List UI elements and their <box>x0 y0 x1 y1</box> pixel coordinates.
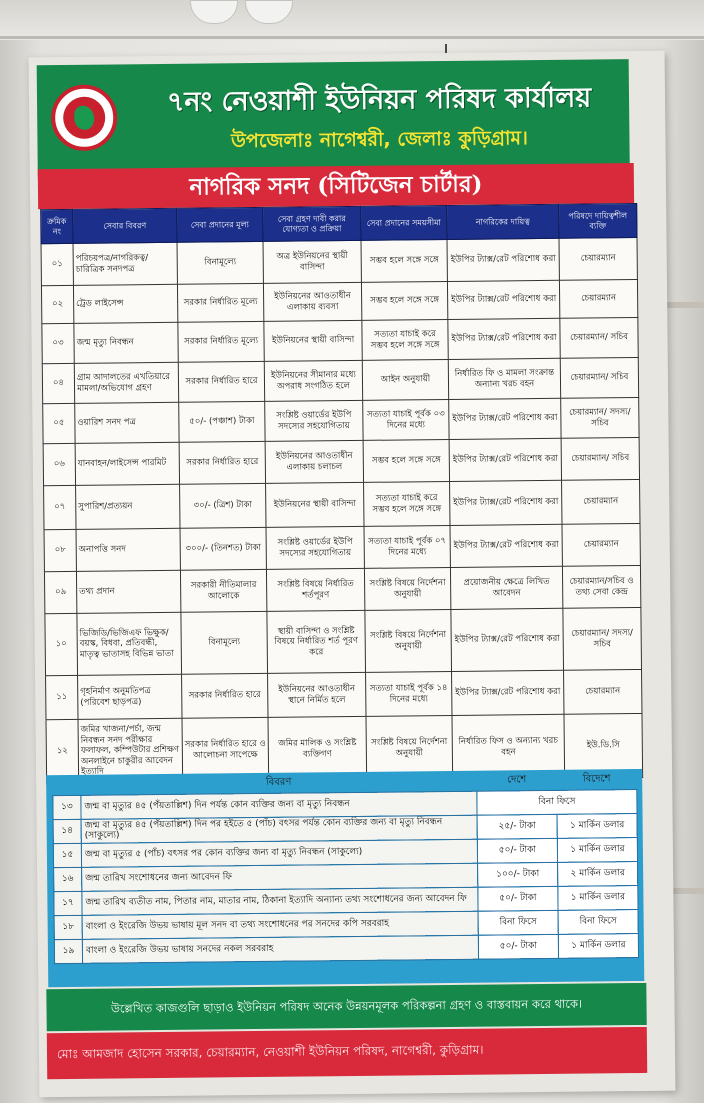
table-row <box>46 669 642 719</box>
table-row <box>41 237 637 285</box>
header-cell: নাগরিকের দায়িত্ব <box>447 204 559 239</box>
footer-signature-band <box>47 1027 647 1079</box>
service-cell: গ্রাম আদালতের এখতিয়ারে মামলা/অভিযোগ গ্রহণ <box>74 362 178 403</box>
eligibility-cell: ইউনিয়নের আওতাধীন এলাকায় ব্যবসা <box>263 282 361 321</box>
header-cell: সেবা গ্রহণ দাবী করার যোগ্যতা ও প্রক্রিয়া <box>263 206 361 241</box>
timeframe-cell: সত্যতা যাচাই করে সম্ভব হলে সঙ্গে সঙ্গে <box>364 481 450 526</box>
timeframe-cell: সংশ্লিষ্ট বিষয়ে নির্দেশনা অনুযায়ী <box>366 715 453 780</box>
serial-cell: ০১ <box>41 243 73 285</box>
service-cell: গৃহনির্মাণ অনুমতিপত্র (পরিবেশ ছাড়পত্র) <box>78 674 182 719</box>
fee-cell: সরকার নির্ধারিত মূল্যে <box>177 283 263 322</box>
office-location: উপজেলাঃ নাগেশ্বরী, জেলাঃ কুড়িগ্রাম। <box>230 127 528 153</box>
table-row <box>43 397 639 443</box>
timeframe-cell: সংশ্লিষ্ট বিষয়ে নির্দেশনা অনুযায়ী <box>365 609 452 672</box>
charter-title-band <box>38 163 634 209</box>
serial-cell: ০৭ <box>44 485 76 529</box>
service-cell: জমির খাজনা/পর্চা, জন্ম নিবন্ধন সনদ পরীক্ষার ফলাফল, কম্পিউটার প্রশিক্ষণ অনলাইনে চাকুরীর আবেদন ইত্যাদি <box>78 718 183 783</box>
duty-cell: নির্ধারিত ফিস ও অন্যান্য খরচ বহন <box>452 714 565 779</box>
fee-cell: বিনা ফিসে <box>477 789 637 815</box>
fee-cell: সরকার নির্ধারিত হারে ও আলোচনা সাপেক্ষে <box>182 717 269 782</box>
header-cell: বিদেশে <box>582 773 611 785</box>
table-row <box>45 607 642 675</box>
fee-cell: সরকার নির্ধারিত হারে <box>182 673 268 718</box>
table-row <box>54 934 638 964</box>
serial-cell: ০৪ <box>42 363 74 403</box>
foreign-fee-cell: ১ মার্কিন ডলার <box>557 838 637 863</box>
serial-cell: ০৫ <box>43 403 75 443</box>
fee-cell: সরকার নির্ধারিত মূল্যে <box>178 321 264 362</box>
wall-trim <box>0 36 704 39</box>
fee-cell: সরকার নির্ধারিত হারে <box>179 441 265 484</box>
service-cell: যানবাহন/লাইসেন্স পারমিট <box>75 442 179 485</box>
serial-cell: ১১ <box>46 675 78 719</box>
serial-cell: ০২ <box>41 285 73 323</box>
duty-cell: ইউপির ট্যাক্স/রেট পরিশোধ করা <box>450 480 562 525</box>
table-row <box>44 479 640 529</box>
foreign-fee-cell: ২ মার্কিন ডলার <box>558 862 638 887</box>
service-cell: অনাপত্তি সনদ <box>76 528 180 571</box>
responsible-cell: চেয়ারম্যান/ সদস্য/সচিব <box>563 607 642 670</box>
serial-cell: ০৩ <box>42 323 74 363</box>
timeframe-cell: সত্যতা যাচাই করে সম্ভব হলে সঙ্গে সঙ্গে <box>362 319 448 360</box>
fee-cell: ৫০/- (পঞ্চাশ) টাকা <box>179 401 265 442</box>
office-title: ৭নং নেওয়াশী ইউনিয়ন পরিষদ কার্যালয় <box>166 82 592 118</box>
fee-cell: বিনামূল্যে <box>177 241 263 284</box>
service-cell: সুপারিশ/প্রত্যয়ন <box>76 484 180 529</box>
local-fee-cell: ১০০/- টাকা <box>478 862 558 887</box>
foreign-fee-cell: ১ মার্কিন ডলার <box>558 934 638 959</box>
table-row <box>42 317 638 363</box>
header-cell: পরিষদে দায়িত্বশীল ব্যক্তি <box>559 203 637 238</box>
fees-section <box>46 769 644 987</box>
responsible-cell: চেয়ারম্যান/ সদস্য/সচিব <box>561 397 639 438</box>
table-row <box>43 437 639 485</box>
timeframe-cell: সংশ্লিষ্ট বিষয়ে নির্দেশনা অনুযায়ী <box>364 567 450 610</box>
fee-cell: ৩০০/- (তিনশত) টাকা <box>180 527 266 570</box>
duty-cell: নির্ধারিত ফি ও মামলা সংক্রান্ত অন্যান্য খরচ বহন <box>448 358 560 399</box>
description-cell: জন্ম তারিখ ব্যতীত নাম, পিতার নাম, মাতার নাম, ঠিকানা ইত্যাদি অন্যান্য তথ্য সংশোধনের জন্য আবেদন ফি <box>82 887 478 915</box>
header-cell: সেবা প্রদানের সময়সীমা <box>361 205 447 240</box>
timeframe-cell: সম্ভব হলে সঙ্গে সঙ্গে <box>363 439 449 482</box>
foreign-fee-cell: ১ মার্কিন ডলার <box>557 813 637 838</box>
footer-note-band <box>46 983 646 1031</box>
fee-cell: বিনামূল্যে <box>181 611 268 674</box>
eligibility-cell: স্থায়ী বাসিন্দা ও সংশ্লিষ্ট বিষয়ে নির্ধারিত শর্ত পূরণ করে <box>267 610 366 673</box>
eligibility-cell: ইউনিয়নের আওতাধীন স্থানে নির্মিত হলে <box>268 672 366 717</box>
local-fee-cell: ৫০/- টাকা <box>478 886 558 911</box>
responsible-cell: চেয়ারম্যান <box>564 669 642 714</box>
description-cell: জন্ম বা মৃত্যুর ৫ (পাঁচ) বৎসর পর কোন ব্যক্তির জন্য বা মৃত্যু নিবন্ধন (সাকুল্যে) <box>81 839 477 867</box>
description-cell: জন্ম বা মৃত্যুর ৪৫ (পঁয়তাল্লিশ) দিন পর্যন্ত কোন ব্যক্তির জন্য বা মৃত্যু নিবন্ধন <box>81 791 477 819</box>
serial-cell: ০৮ <box>44 529 76 571</box>
government-emblem-icon <box>51 84 118 151</box>
header-cell: ক্রমিক নং <box>41 209 73 243</box>
local-fee-cell: ৫০/- টাকা <box>477 838 557 863</box>
duty-cell: ইউপির ট্যাক্স/রেট পরিশোধ করা <box>447 280 559 319</box>
duty-cell: প্রয়োজনীয় ক্ষেত্রে লিখিত আবেদন <box>450 566 562 609</box>
header-cell: সেবার বিবরণ <box>73 208 177 243</box>
serial-cell: ১০ <box>45 613 78 675</box>
timeframe-cell: আইন অনুযায়ী <box>362 359 448 400</box>
fee-cell: ৩০/- (ত্রিশ) টাকা <box>180 483 266 528</box>
wall-top <box>0 0 704 40</box>
serial-cell: ১৮ <box>54 915 82 939</box>
duty-cell: ইউপির ট্যাক্স/রেট পরিশোধ করা <box>451 608 564 671</box>
charter-title: নাগরিক সনদ (সিটিজেন চার্টার) <box>189 170 483 201</box>
eligibility-cell: সংশ্লিষ্ট বিষয়ে নির্ধারিত শর্তপূরণ <box>266 568 364 611</box>
service-cell: ওয়ারিশ সনদ পত্র <box>75 402 179 443</box>
poster-header <box>37 59 630 177</box>
timeframe-cell: সত্যতা যাচাই পূর্বক ১৪ দিনের মধ্যে <box>366 671 452 716</box>
responsible-cell: চেয়ারম্যান/ সচিব <box>560 317 638 358</box>
eligibility-cell: ইউনিয়নের স্থায়ী বাসিন্দা <box>264 320 362 361</box>
eligibility-cell: ইউনিয়নের আওতাধীন এলাকায় চলাচল <box>265 440 363 483</box>
header-cell: সেবা প্রদানের মূল্য <box>177 207 263 242</box>
service-cell: ভিজিডি/ভিজিএফ ভিক্ষুক/ বয়স্ক, বিধবা, প্রতিবন্ধী, মাতৃত্ব ভাতাসহ বিভিন্ন ভাতা <box>77 612 182 675</box>
description-cell: জন্ম তারিখ সংশোধনের জন্য আবেদন ফি <box>82 863 478 891</box>
responsible-cell: চেয়ারম্যান <box>559 279 637 318</box>
timeframe-cell: সত্যতা যাচাই পূর্বক ০৩ দিনের মধ্যে <box>363 399 449 440</box>
footer-signature: মোঃ আমজাদ হোসেন সরকার, চেয়ারম্যান, নেওয়াশী ইউনিয়ন পরিষদ, নাগেশ্বরী, কুড়িগ্রাম। <box>56 1042 484 1062</box>
eligibility-cell: সংশ্লিষ্ট ওয়ার্ডের ইউপি সদস্যের সহযোগিতায় <box>265 400 363 441</box>
responsible-cell: চেয়ারম্যান <box>562 479 640 524</box>
eligibility-cell: ইউনিয়নের স্থায়ী বাসিন্দা <box>266 482 364 527</box>
wall-crack <box>664 302 704 308</box>
table-row <box>41 279 637 323</box>
serial-cell: ০৬ <box>43 443 75 485</box>
serial-cell: ১৪ <box>53 819 81 844</box>
responsible-cell: চেয়ারম্যান <box>562 523 640 566</box>
responsible-cell: চেয়ারম্যান <box>559 237 637 280</box>
foreign-fee-cell: ১ মার্কিন ডলার <box>558 886 638 911</box>
fee-cell: সরকারী নীতিমালার আলোকে <box>180 569 266 612</box>
timeframe-cell: সম্ভব হলে সঙ্গে সঙ্গে <box>361 281 447 320</box>
serial-cell: ১৬ <box>54 867 82 891</box>
serial-cell: ১৯ <box>54 939 82 963</box>
local-fee-cell: ২৫/- টাকা <box>477 814 557 839</box>
serial-cell: ১৩ <box>53 795 81 819</box>
timeframe-cell: সত্যতা যাচাই পূর্বক ০৭ দিনের মধ্যে <box>364 525 450 568</box>
duty-cell: ইউপির ট্যাক্স/রেট পরিশোধ করা <box>447 238 559 281</box>
service-cell: ট্রেড লাইসেন্স <box>73 284 177 323</box>
foreign-fee-cell: বিনা ফিসে <box>558 910 638 935</box>
duty-cell: ইউপির ট্যাক্স/রেট পরিশোধ করা <box>449 398 561 439</box>
eligibility-cell: সংশ্লিষ্ট ওয়ার্ডের ইউপি সদস্যের সহযোগিতায় <box>266 526 364 569</box>
citizen-charter-poster <box>29 51 676 1098</box>
fees-table <box>52 771 639 964</box>
duty-cell: ইউপির ট্যাক্স/রেট পরিশোধ করা <box>449 438 561 481</box>
service-cell: পরিচয়পত্র/নাগরিকত্ব/ চারিত্রিক সনদপত্র <box>73 242 177 285</box>
timeframe-cell: সম্ভব হলে সঙ্গে সঙ্গে <box>361 239 447 282</box>
duty-cell: ইউপির ট্যাক্স/রেট পরিশোধ করা <box>448 318 560 359</box>
description-cell: বাংলা ও ইংরেজি উভয় ভাষায় মূল সনদ বা তথ্য সংশোধনের পর সনদের কপি সরবরাহ <box>82 911 478 939</box>
description-cell: জন্ম বা মৃত্যুর ৪৫ (পঁয়তাল্লিশ) দিন পর হইতে ৫ (পাঁচ) বৎসর পর্যন্ত কোন ব্যক্তির জন্য বা মৃত্যু নিবন্ধন (সাকুল্যে) <box>81 815 477 844</box>
serial-cell: ০৯ <box>44 571 76 613</box>
service-cell: তথ্য প্রদান <box>76 570 180 613</box>
serial-cell: ১৫ <box>53 843 81 867</box>
duty-cell: ইউপির ট্যাক্স/রেট পরিশোধ করা <box>452 670 564 715</box>
serial-cell: ১২ <box>46 719 79 783</box>
header-cell: বিবরণ <box>265 776 292 789</box>
eligibility-cell: জমির মালিক ও সংশ্লিষ্ট ব্যক্তিগণ <box>268 716 367 781</box>
description-cell: বাংলা ও ইংরেজি উভয় ভাষায় সনদের নকল সরবরাহ <box>82 935 478 963</box>
table-row <box>44 523 640 571</box>
local-fee-cell: ৫০/- টাকা <box>478 934 558 959</box>
eligibility-cell: ইউনিয়নের সীমানার মধ্যে অপরাধ সংগঠিত হলে <box>264 360 362 401</box>
table-row <box>42 357 638 403</box>
responsible-cell: চেয়ারম্যান/সচিব ও তথ্য সেবা কেন্দ্র <box>562 565 640 608</box>
footer-note: উল্লেখিত কাজগুলি ছাড়াও ইউনিয়ন পরিষদ অনেক উন্নয়নমূলক পরিকল্পনা গ্রহণ ও বাস্তবায়ন করে থাকে। <box>110 996 583 1016</box>
responsible-cell: চেয়ারম্যান/ সচিব <box>561 437 639 480</box>
service-cell: জন্ম মৃত্যু নিবন্ধন <box>74 322 178 363</box>
header-cell: দেশে <box>506 774 527 786</box>
services-table <box>40 203 643 784</box>
responsible-cell: ইউ.ডি.সি <box>564 713 643 778</box>
duty-cell: ইউপির ট্যাক্স/রেট পরিশোধ করা <box>450 524 562 567</box>
eligibility-cell: অত্র ইউনিয়নের স্থায়ী বাসিন্দা <box>263 240 361 283</box>
fee-cell: সরকার নির্ধারিত হারে <box>178 361 264 402</box>
serial-cell: ১৭ <box>54 891 82 915</box>
responsible-cell: চেয়ারম্যান/ সচিব <box>560 357 638 398</box>
table-row <box>44 565 640 613</box>
local-fee-cell: বিনা ফিসে <box>478 910 558 935</box>
